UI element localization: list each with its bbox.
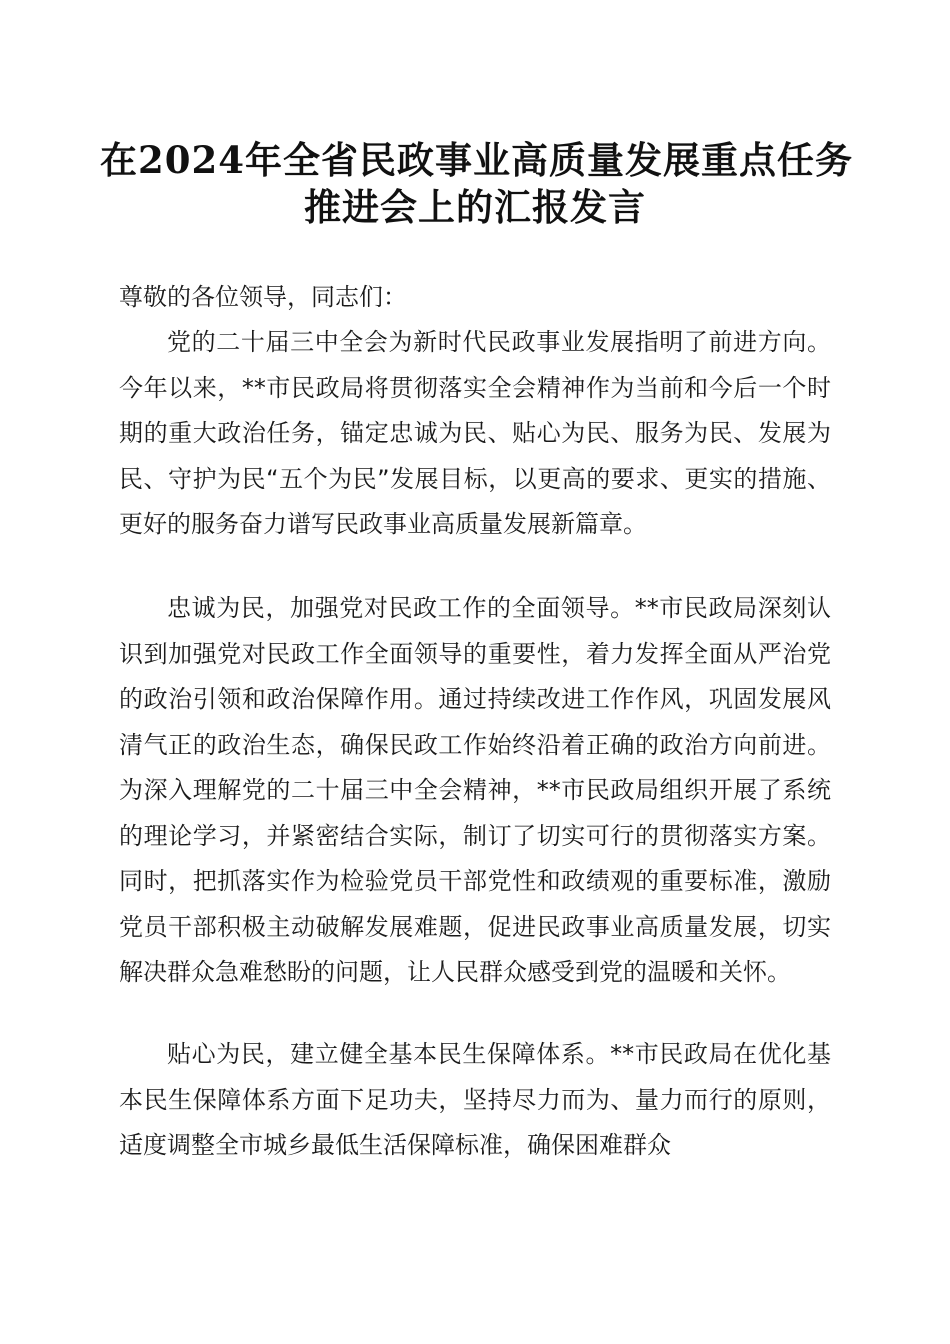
- paragraph-1: 党的二十届三中全会为新时代民政事业发展指明了前进方向。今年以来，**市民政局将贯彻落实全会精神作为当前和今后一个时期的重大政治任务，锚定忠诚为民、贴心为民、服务为民、发展为民、守护为民“五个为民”发展目标，以更高的要求、更实的措施、更好的服务奋力谱写民政事业高质量发展新篇章。: [119, 328, 831, 538]
- document-title-line-2: 推进会上的汇报发言: [304, 185, 646, 229]
- document-title-line-1: 在2024年全省民政事业高质量发展重点任务: [100, 138, 853, 182]
- paragraph-2: 忠诚为民，加强党对民政工作的全面领导。**市民政局深刻认识到加强党对民政工作全面领导的重要性，着力发挥全面从严治党的政治引领和政治保障作用。通过持续改进工作作风，巩固发展风清气正的政治生态，确保民政工作始终沿着正确的政治方向前进。为深入理解党的二十届三中全会精神，**市民政局组织开展了系统的理论学习，并紧密结合实际，制订了切实可行的贯彻落实方案。同时，把抓落实作为检验党员干部党性和政绩观的重要标准，激励党员干部积极主动破解发展难题，促进民政事业高质量发展，切实解决群众急难愁盼的问题，让人民群众感受到党的温暖和关怀。: [119, 594, 831, 986]
- paragraph-3: 贴心为民，建立健全基本民生保障体系。**市民政局在优化基本民生保障体系方面下足功夫，坚持尽力而为、量力而行的原则，适度调整全市城乡最低生活保障标准，确保困难群众: [119, 1040, 831, 1159]
- salutation: 尊敬的各位领导，同志们：: [119, 283, 407, 311]
